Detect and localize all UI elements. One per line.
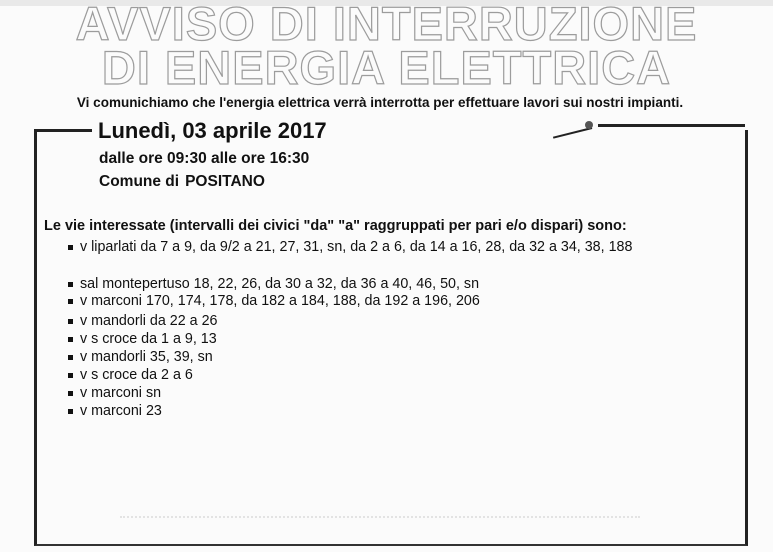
bullet-icon xyxy=(68,319,73,324)
bullet-icon xyxy=(68,282,73,287)
faint-footer-line xyxy=(120,516,640,528)
street-text: v s croce da 1 a 9, 13 xyxy=(80,331,217,347)
street-item xyxy=(68,403,162,419)
street-item xyxy=(68,349,213,365)
headline-line-2: DI ENERGIA ELETTRICA xyxy=(101,41,672,94)
street-item xyxy=(68,276,479,292)
pin-icon xyxy=(585,121,593,129)
intro-text: Vi comunichiamo che l'energia elettrica verrà interrotta per effettuare lavori sui nostri impianti. xyxy=(76,95,684,110)
bullet-icon xyxy=(68,355,73,360)
street-item xyxy=(68,239,632,255)
bullet-icon xyxy=(68,337,73,342)
notice-headline xyxy=(0,0,773,94)
outage-hours: dalle ore 09:30 alle ore 16:30 xyxy=(99,150,310,167)
comune-name: POSITANO xyxy=(185,173,265,190)
street-item xyxy=(68,367,193,383)
bullet-icon xyxy=(68,391,73,396)
street-text: v mandorli 35, 39, sn xyxy=(80,349,213,365)
street-text: sal montepertuso 18, 22, 26, da 30 a 32, da 36 a 40, 46, 50, sn xyxy=(80,276,480,292)
bullet-icon xyxy=(68,373,73,378)
street-item xyxy=(68,293,480,309)
street-item xyxy=(68,331,217,347)
frame-top-right-edge xyxy=(598,124,745,127)
streets-title: Le vie interessate (intervalli dei civici "da" "a" raggruppati per pari e/o dispari) sono: xyxy=(44,218,627,234)
street-text: v liparlati da 7 a 9, da 9/2 a 21, 27, 31, sn, da 2 a 6, da 14 a 16, 28, da 32 a 34, 38, 188 xyxy=(80,239,633,255)
street-text: v mandorli da 22 a 26 xyxy=(80,313,218,329)
comune-label: Comune di xyxy=(99,173,180,190)
street-text: v marconi 23 xyxy=(80,403,162,419)
outage-date: Lunedì, 03 aprile 2017 xyxy=(98,118,327,143)
street-text: v marconi 170, 174, 178, da 182 a 184, 188, da 192 a 196, 206 xyxy=(80,293,480,309)
comune xyxy=(99,173,271,191)
street-text: v marconi sn xyxy=(80,385,162,401)
headline-line-1: AVVISO DI INTERRUZIONE xyxy=(75,0,698,50)
street-item xyxy=(68,313,218,329)
street-text: v s croce da 2 a 6 xyxy=(80,367,193,383)
street-item xyxy=(68,385,161,401)
bullet-icon xyxy=(68,409,73,414)
frame-top-left-edge xyxy=(34,129,92,132)
bullet-icon xyxy=(68,245,73,250)
bullet-icon xyxy=(68,299,73,304)
